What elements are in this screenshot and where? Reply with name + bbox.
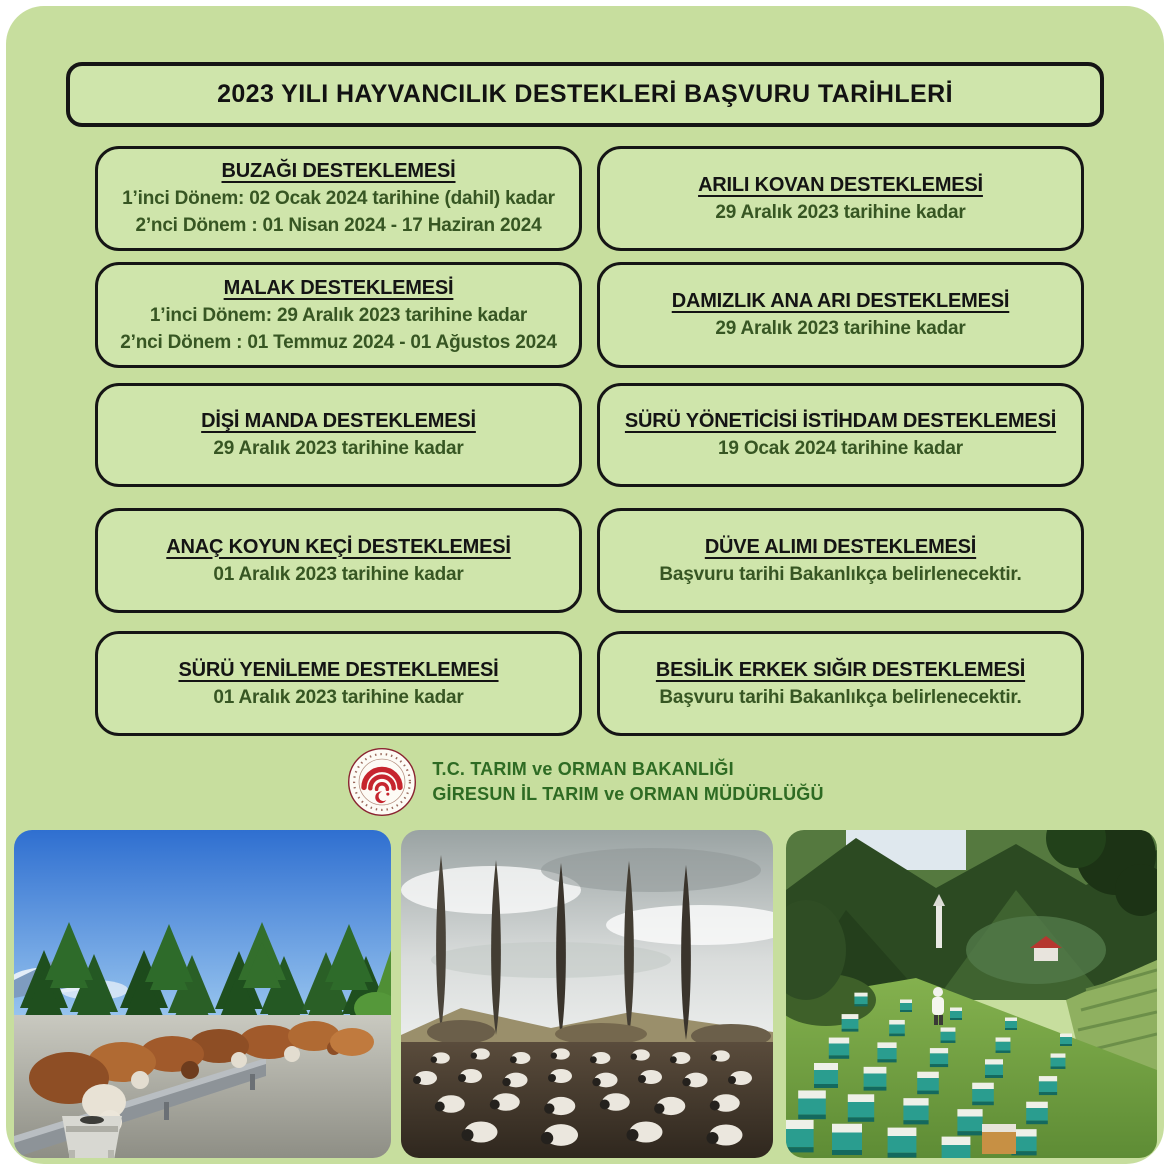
support-box-malak <box>95 262 582 368</box>
ministry-text <box>432 759 823 805</box>
support-date: 19 Ocak 2024 tarihine kadar <box>718 438 963 459</box>
poster-title: 2023 YILI HAYVANCILIK DESTEKLERİ BAŞVURU TARİHLERİ <box>217 80 953 108</box>
ministry-line-2: GİRESUN İL TARIM ve ORMAN MÜDÜRLÜĞÜ <box>432 784 824 804</box>
support-box-arili-kovan <box>597 146 1084 251</box>
support-title: SÜRÜ YENİLEME DESTEKLEMESİ <box>178 658 499 681</box>
ministry-seal-logo <box>346 746 418 818</box>
support-box-duve-alimi <box>597 508 1084 613</box>
support-box-suru-yoneticisi <box>597 383 1084 487</box>
cattle-feeding-photo <box>14 830 391 1158</box>
ministry-line-1: T.C. TARIM ve ORMAN BAKANLIĞI <box>432 759 734 779</box>
support-date: 01 Aralık 2023 tarihine kadar <box>213 686 464 708</box>
support-title: SÜRÜ YÖNETİCİSİ İSTİHDAM DESTEKLEMESİ <box>624 410 1057 432</box>
support-date: 2’nci Dönem : 01 Temmuz 2024 - 01 Ağustos 2024 <box>120 331 557 353</box>
support-date: 1’inci Dönem: 29 Aralık 2023 tarihine kadar <box>149 304 528 326</box>
support-title: DÜVE ALIMI DESTEKLEMESİ <box>704 535 977 558</box>
support-date: 1’inci Dönem: 02 Ocak 2024 tarihine (dahil) kadar <box>122 188 555 209</box>
poster-title-box <box>66 62 1104 127</box>
support-box-besilik-erkek-sigir <box>597 631 1084 736</box>
support-title: BESİLİK ERKEK SIĞIR DESTEKLEMESİ <box>655 658 1026 681</box>
support-title: MALAK DESTEKLEMESİ <box>223 276 454 299</box>
support-date: 29 Aralık 2023 tarihine kadar <box>715 201 966 223</box>
footer <box>0 744 1170 820</box>
support-date: 29 Aralık 2023 tarihine kadar <box>213 438 464 459</box>
support-title: DİŞİ MANDA DESTEKLEMESİ <box>201 410 476 432</box>
support-date: 01 Aralık 2023 tarihine kadar <box>213 563 464 585</box>
support-box-damizlik-ana-ari <box>597 262 1084 368</box>
support-box-anac-koyun-keci <box>95 508 582 613</box>
support-date: Başvuru tarihi Bakanlıkça belirlenecektir. <box>659 686 1022 708</box>
support-date: 29 Aralık 2023 tarihine kadar <box>715 318 966 339</box>
support-box-disi-manda <box>95 383 582 487</box>
sheep-flock-photo <box>401 830 773 1158</box>
support-title: BUZAĞI DESTEKLEMESİ <box>221 160 456 182</box>
support-box-suru-yenileme <box>95 631 582 736</box>
beehives-apiary-photo <box>786 830 1157 1158</box>
support-date: 2’nci Dönem : 01 Nisan 2024 - 17 Haziran 2024 <box>135 215 542 236</box>
support-title: DAMIZLIK ANA ARI DESTEKLEMESİ <box>671 290 1010 312</box>
support-date: Başvuru tarihi Bakanlıkça belirlenecektir. <box>659 563 1022 585</box>
support-box-buzagi <box>95 146 582 251</box>
support-title: ARILI KOVAN DESTEKLEMESİ <box>698 173 983 196</box>
support-title: ANAÇ KOYUN KEÇİ DESTEKLEMESİ <box>166 535 511 558</box>
